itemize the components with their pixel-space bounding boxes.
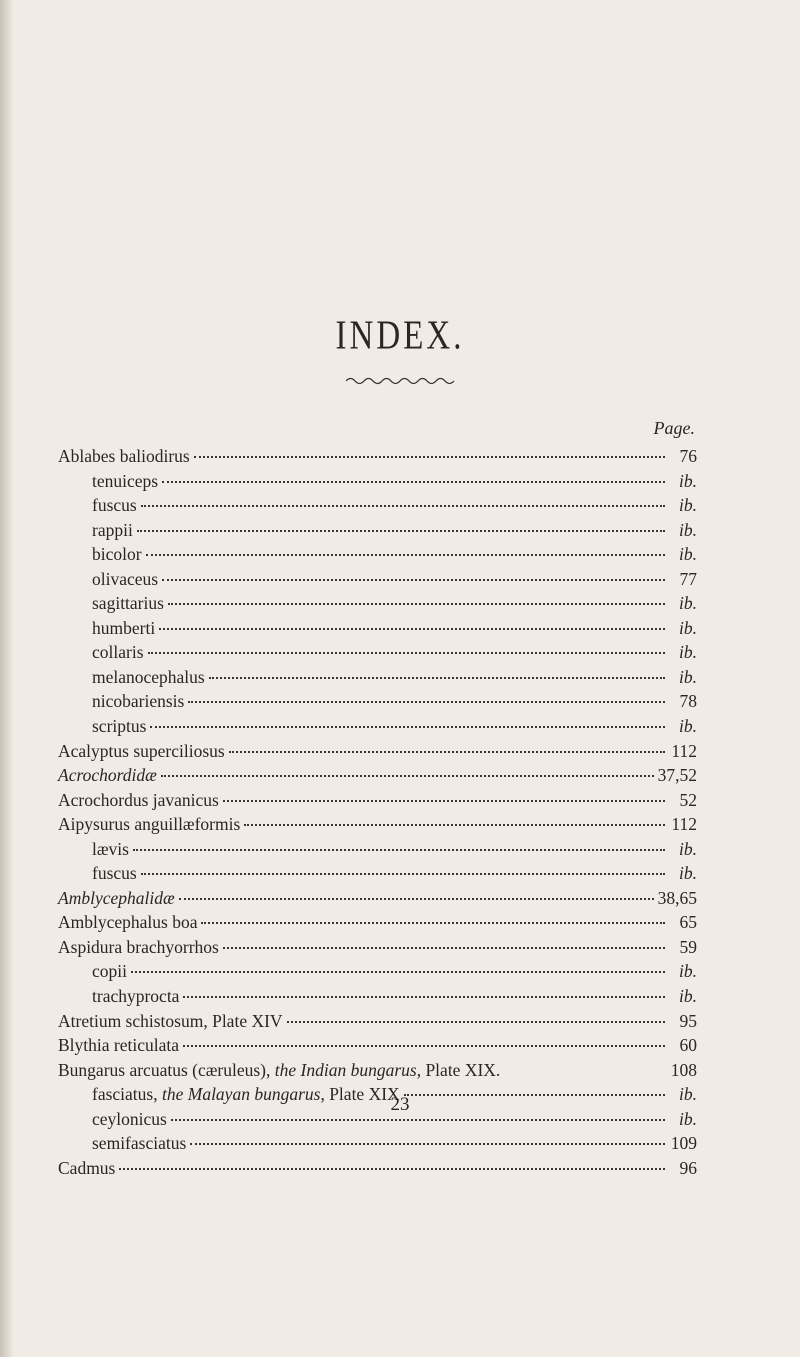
entry-name: Atretium schistosum, Plate XIV (58, 1010, 283, 1031)
entry-name: Amblycephalidæ (58, 887, 175, 908)
entry-page: 78 (679, 691, 697, 712)
entry-page: 38,65 (657, 887, 697, 908)
entry-name: nicobariensis (92, 691, 185, 712)
entry-name: humberti (92, 617, 156, 638)
page-title: INDEX. (335, 313, 465, 359)
entry-name: olivaceus (92, 568, 159, 589)
entry-name: Aipysurus anguillæformis (58, 814, 241, 835)
leader-dots (146, 554, 665, 556)
entry-page: 109 (670, 1133, 697, 1154)
leader-dots (223, 800, 665, 802)
entry-page: ib. (679, 666, 697, 687)
entry-name: Blythia reticulata (58, 1035, 179, 1056)
leader-dots (131, 971, 665, 973)
entry-name: lævis (92, 838, 129, 859)
entry-page: ib. (679, 470, 697, 491)
leader-dots (162, 579, 665, 581)
leader-dots (133, 849, 665, 851)
leader-dots (161, 775, 654, 777)
leader-dots (179, 898, 654, 900)
entry-page: ib. (679, 593, 697, 614)
index-entry (58, 446, 697, 471)
index-entry (58, 986, 697, 1011)
index-entry (58, 569, 697, 594)
leader-dots (183, 1045, 665, 1047)
index-entry (58, 839, 697, 864)
entry-name: fuscus (92, 863, 137, 884)
entry-name: Acalyptus superciliosus (58, 740, 225, 761)
entry-name: rappii (92, 519, 133, 540)
leader-dots (137, 530, 665, 532)
entry-name: Bungarus arcuatus (cæruleus), the Indian bungarus, Plate XIX. (58, 1059, 501, 1080)
entry-page: ib. (679, 863, 697, 884)
entry-page: 52 (679, 789, 697, 810)
entry-page: 112 (671, 814, 697, 835)
entry-name: ceylonicus (92, 1108, 167, 1129)
index-entry (58, 495, 697, 520)
entry-name: Aspidura brachyorrhos (58, 936, 219, 957)
entry-page: 59 (679, 936, 697, 957)
entry-page: ib. (679, 986, 697, 1007)
index-entry (58, 1158, 697, 1183)
index-entry (58, 716, 697, 741)
entry-page: ib. (679, 716, 697, 737)
index-entry (58, 1011, 697, 1036)
entry-page: ib. (679, 495, 697, 516)
leader-dots (223, 947, 665, 949)
entry-page: 76 (679, 446, 697, 466)
index-entry (58, 814, 697, 839)
index-entry (58, 1060, 697, 1085)
entry-page: 77 (679, 568, 697, 589)
leader-dots (244, 824, 665, 826)
leader-dots (141, 873, 665, 875)
entry-page: 112 (671, 740, 697, 761)
index-entry (58, 544, 697, 569)
entry-page: 95 (679, 1010, 697, 1031)
entry-name: Amblycephalus boa (58, 912, 198, 933)
entry-name: Cadmus (58, 1157, 116, 1178)
index-entry (58, 1133, 697, 1158)
entry-page: 60 (679, 1035, 697, 1056)
index-entry (58, 691, 697, 716)
leader-dots (188, 701, 665, 703)
entry-name: Ablabes baliodirus (58, 446, 190, 466)
leader-dots (229, 751, 665, 753)
index-entry (58, 520, 697, 545)
ornamental-rule-icon (346, 376, 456, 386)
index-entry (58, 593, 697, 618)
index-entry (58, 471, 697, 496)
entry-page: ib. (679, 617, 697, 638)
entry-name: sagittarius (92, 593, 164, 614)
entry-name: Acrochordus javanicus (58, 789, 219, 810)
index-entry (58, 618, 697, 643)
index-entry (58, 642, 697, 667)
index-entry (58, 1035, 697, 1060)
leader-dots (171, 1119, 665, 1121)
entry-name: trachyprocta (92, 986, 180, 1007)
entry-page: ib. (679, 1084, 697, 1105)
leader-dots (141, 505, 665, 507)
page-edge-shadow (0, 0, 14, 1357)
leader-dots (159, 628, 665, 630)
page-number: 23 (390, 1094, 410, 1115)
entry-name: bicolor (92, 544, 142, 565)
entry-name: semifasciatus (92, 1133, 187, 1154)
index-entry (58, 667, 697, 692)
leader-dots (148, 652, 665, 654)
entry-page: 108 (670, 1059, 697, 1080)
leader-dots (190, 1143, 665, 1145)
entry-page: 96 (679, 1157, 697, 1178)
entry-name: melanocephalus (92, 666, 205, 687)
leader-dots (287, 1021, 665, 1023)
entry-page: ib. (679, 838, 697, 859)
entry-name: Acrochordidæ (58, 765, 157, 786)
entry-name: fasciatus, the Malayan bungarus, Plate XIX (92, 1084, 400, 1105)
entry-name: collaris (92, 642, 144, 663)
index-entries (58, 446, 697, 1182)
entry-page: ib. (679, 642, 697, 663)
leader-dots (183, 996, 665, 998)
entry-name: copii (92, 961, 127, 982)
entry-name: tenuiceps (92, 470, 159, 491)
entry-name: scriptus (92, 716, 147, 737)
entry-page: ib. (679, 544, 697, 565)
entry-page: 65 (679, 912, 697, 933)
leader-dots (150, 726, 665, 728)
index-entry (58, 790, 697, 815)
entry-page: ib. (679, 1108, 697, 1129)
index-entry (58, 888, 697, 913)
index-entry (58, 912, 697, 937)
index-entry (58, 937, 697, 962)
entry-page: 37,52 (657, 765, 697, 786)
leader-dots (119, 1168, 665, 1170)
index-entry (58, 961, 697, 986)
leader-dots (209, 677, 665, 679)
entry-page: ib. (679, 961, 697, 982)
leader-dots (194, 456, 665, 458)
index-entry (58, 741, 697, 766)
index-entry (58, 863, 697, 888)
leader-dots (168, 603, 665, 605)
entry-name: fuscus (92, 495, 137, 516)
entry-page: ib. (679, 519, 697, 540)
page-column-heading: Page. (653, 418, 695, 438)
leader-dots (162, 481, 665, 483)
leader-dots (201, 922, 665, 924)
index-entry (58, 765, 697, 790)
